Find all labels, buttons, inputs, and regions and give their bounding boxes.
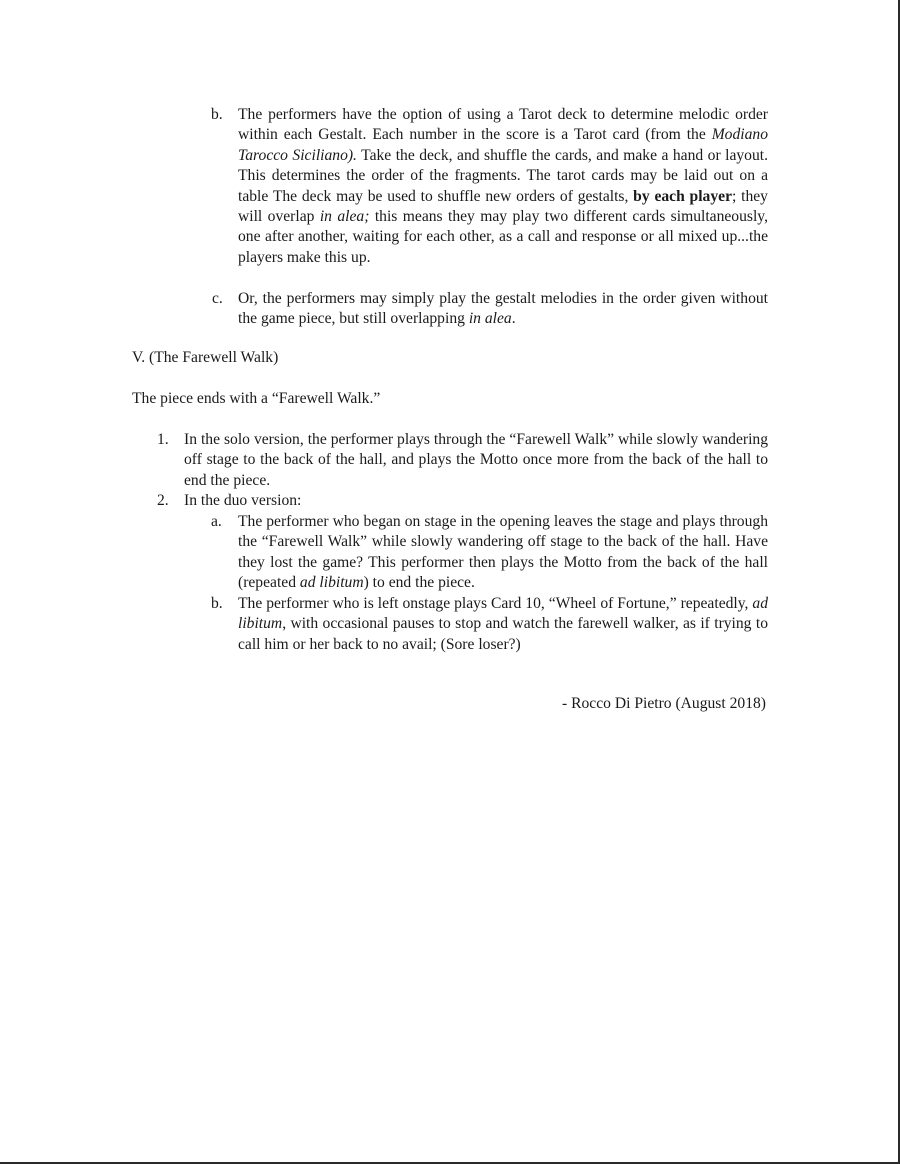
list-marker: a. <box>211 513 222 530</box>
paragraph-text: The performer who began on stage in the opening leaves the stage and plays through the “Farewell Walk” while slowly wandering off stage to the back of the hall. Have they lost the game? This performer then plays the Motto from the back of the hall (repeated <box>238 513 768 592</box>
list-marker: c. <box>212 290 223 307</box>
italic-phrase: ad libitum <box>299 574 364 592</box>
numbered-item-1 <box>157 430 768 491</box>
list-item-c <box>212 289 768 330</box>
paragraph-text: this means they may play two different cards simultaneously, one after another, waiting for each other, as a call and response or all mixed up...the players make this up. <box>238 208 768 266</box>
list-marker: 2. <box>157 492 169 509</box>
italic-phrase: in alea <box>468 310 512 328</box>
list-marker: b. <box>211 595 223 612</box>
list-marker: 1. <box>157 431 169 448</box>
list-marker: b. <box>211 106 223 123</box>
italic-phrase: ad libitum <box>238 595 768 633</box>
bold-phrase: by each player <box>633 187 732 205</box>
paragraph-text: In the duo version: <box>184 492 302 509</box>
paragraph-text: Or, the performers may simply play the gestalt melodies in the order given without the game piece, but still overlapping <box>238 290 768 328</box>
section-heading: V. (The Farewell Walk) <box>132 349 279 366</box>
duo-item-a <box>211 512 768 594</box>
signature-line: - Rocco Di Pietro (August 2018) <box>562 695 766 712</box>
paragraph-text: , with occasional pauses to stop and watch the farewell walker, as if trying to call him or her back to no avail; (Sore loser?) <box>238 615 768 653</box>
paragraph-text: ) to end the piece. <box>363 574 475 592</box>
paragraph-text: . <box>511 310 516 328</box>
duo-item-b <box>211 594 768 655</box>
paragraph-text: Take the deck, and shuffle the cards, and make a hand or layout. This determines the order of the fragments. The tarot cards may be laid out on a table The deck may be used to shuffle new orders of gestalts, <box>238 146 768 205</box>
paragraph-text: ; they will overlap <box>238 187 768 226</box>
italic-phrase: in alea; <box>319 208 370 226</box>
list-item-b <box>211 105 768 268</box>
numbered-item-2 <box>157 491 768 511</box>
paragraph-text: The performers have the option of using a Tarot deck to determine melodic order within each Gestalt. Each number in the score is a Tarot card (from the <box>238 106 768 144</box>
deck-name-italic: Modiano Tarocco Siciliano). <box>238 126 768 164</box>
paragraph-text: The performer who is left onstage plays Card 10, “Wheel of Fortune,” repeatedly, <box>238 595 753 612</box>
intro-paragraph: The piece ends with a “Farewell Walk.” <box>132 390 381 407</box>
paragraph-text: In the solo version, the performer plays through the “Farewell Walk” while slowly wandering off stage to the back of the hall, and plays the Motto once more from the back of the hall to end the piece. <box>184 431 768 489</box>
